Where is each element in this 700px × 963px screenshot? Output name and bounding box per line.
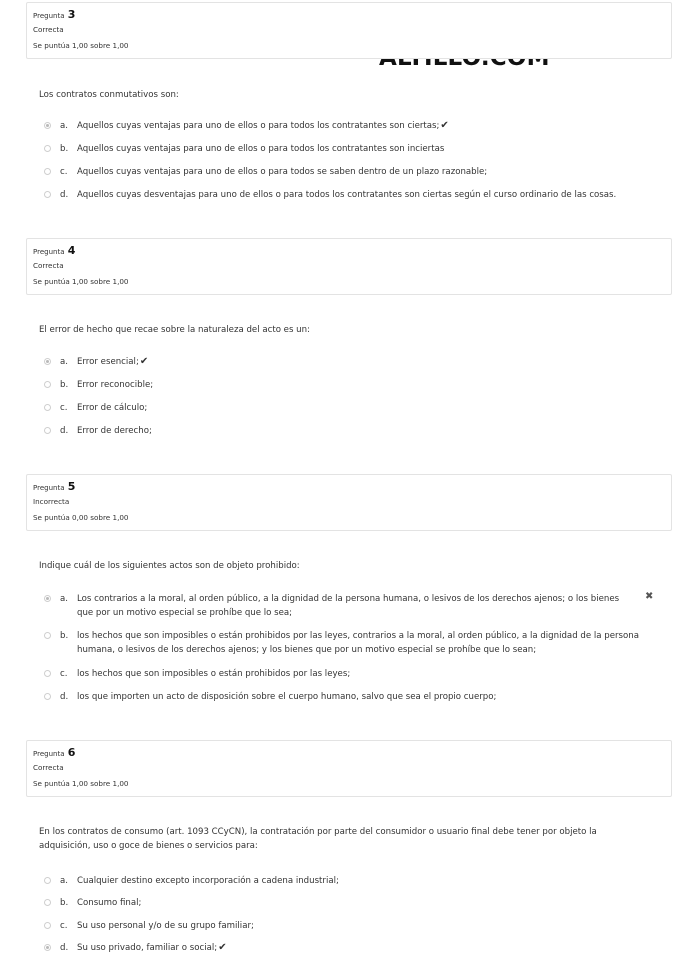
option-letter: a. [60,121,68,131]
radio-button[interactable] [44,122,51,129]
question-grade: Se puntúa 1,00 sobre 1,00 [33,41,129,50]
question-state: Correcta [33,763,64,772]
question-label: Pregunta [33,12,65,20]
option-text: Aquellos cuyas ventajas para uno de ellos o para todos se saben dentro de un plazo razonable; [77,167,488,177]
option-text: Error reconocible; [77,380,154,390]
radio-button[interactable] [44,693,51,700]
radio-button[interactable] [44,381,51,388]
question-number: 5 [67,480,76,493]
option-letter: d. [60,692,69,702]
radio-button[interactable] [44,632,51,639]
option-4a[interactable] [44,355,649,369]
question-info-5 [26,474,672,531]
option-text: los que importen un acto de disposición sobre el cuerpo humano, salvo que sea el propio cuerpo; [77,692,497,702]
option-5b[interactable] [44,629,649,657]
option-letter: b. [60,144,69,154]
question-text: Los contratos conmutativos son: [39,90,179,100]
option-text: Aquellos cuyas desventajas para uno de ellos o para todos los contratantes son ciertas según el curso ordinario de las cosas. [77,190,617,200]
option-text: Los contrarios a la moral, al orden público, a la dignidad de la persona humana, o lesivos de los derechos ajenos; o los bienes que por un motivo especial se prohíbe que lo sea; [77,594,620,618]
option-letter: a. [60,876,68,886]
question-state: Correcta [33,261,64,270]
option-letter: b. [60,898,69,908]
incorrect-icon: ✖ [645,591,654,602]
radio-button[interactable] [44,145,51,152]
question-label: Pregunta [33,750,65,758]
radio-button[interactable] [44,595,51,602]
question-text: En los contratos de consumo (art. 1093 CCyCN), la contratación por parte del consumidor o usuario final debe tener por objeto la adquisición, uso o goce de bienes o servicios para: [39,827,597,851]
check-icon: ✔ [218,942,227,953]
option-4b[interactable] [44,378,649,392]
question-number: 3 [67,8,76,21]
question-info-3 [26,2,672,59]
radio-button[interactable] [44,427,51,434]
option-6c[interactable] [44,919,649,933]
option-6b[interactable] [44,896,649,910]
option-text: Cualquier destino excepto incorporación a cadena industrial; [77,876,339,886]
question-state: Correcta [33,25,64,34]
option-3b[interactable] [44,142,649,156]
option-letter: b. [60,380,69,390]
question-number: 6 [67,746,76,759]
option-letter: d. [60,190,69,200]
radio-button[interactable] [44,877,51,884]
radio-button[interactable] [44,191,51,198]
option-4d[interactable] [44,424,649,438]
option-letter: a. [60,594,68,604]
option-letter: c. [60,403,68,413]
radio-button[interactable] [44,899,51,906]
option-text: Su uso personal y/o de su grupo familiar; [77,921,254,931]
radio-button[interactable] [44,358,51,365]
option-6a[interactable] [44,874,649,888]
check-icon: ✔ [139,356,149,367]
option-5c[interactable] [44,667,649,681]
question-grade: Se puntúa 1,00 sobre 1,00 [33,779,129,788]
radio-button[interactable] [44,944,51,951]
option-letter: d. [60,426,69,436]
question-info-4 [26,238,672,295]
question-text: El error de hecho que recae sobre la naturaleza del acto es un: [39,325,310,335]
question-text: Indique cuál de los siguientes actos son de objeto prohibido: [39,561,300,571]
question-grade: Se puntúa 0,00 sobre 1,00 [33,513,129,522]
option-text: los hechos que son imposibles o están prohibidos por las leyes; [77,669,351,679]
question-info-6 [26,740,672,797]
option-5d[interactable] [44,690,649,704]
question-grade: Se puntúa 1,00 sobre 1,00 [33,277,129,286]
option-letter: d. [60,943,69,953]
question-state: Incorrecta [33,497,70,506]
radio-button[interactable] [44,922,51,929]
question-label: Pregunta [33,484,65,492]
option-letter: a. [60,357,68,367]
question-label: Pregunta [33,248,65,256]
question-number: 4 [67,244,76,257]
radio-button[interactable] [44,404,51,411]
option-3d[interactable] [44,188,649,202]
option-text: Error de derecho; [77,426,152,436]
radio-button[interactable] [44,168,51,175]
option-text: los hechos que son imposibles o están prohibidos por las leyes, contrarios a la moral, al orden público, a la dignidad de la persona humana, o lesivos de los derechos ajenos; y los bienes que por un motivo especial se prohíbe que lo sean; [77,631,639,655]
option-text: Consumo final; [77,898,142,908]
option-letter: c. [60,669,68,679]
option-3c[interactable] [44,165,649,179]
radio-button[interactable] [44,670,51,677]
option-text: Error esencial; [77,357,139,367]
option-text: Su uso privado, familiar o social; [77,943,218,953]
option-letter: b. [60,631,69,641]
option-text: Aquellos cuyas ventajas para uno de ellos o para todos los contratantes son ciertas; [77,121,440,131]
option-3a[interactable] [44,119,649,133]
option-text: Error de cálculo; [77,403,148,413]
option-6d[interactable] [44,941,649,955]
option-4c[interactable] [44,401,649,415]
option-letter: c. [60,921,68,931]
option-letter: c. [60,167,68,177]
option-text: Aquellos cuyas ventajas para uno de ellos o para todos los contratantes son inciertas [77,144,445,154]
check-icon: ✔ [440,120,449,131]
option-5a[interactable] [44,592,649,620]
